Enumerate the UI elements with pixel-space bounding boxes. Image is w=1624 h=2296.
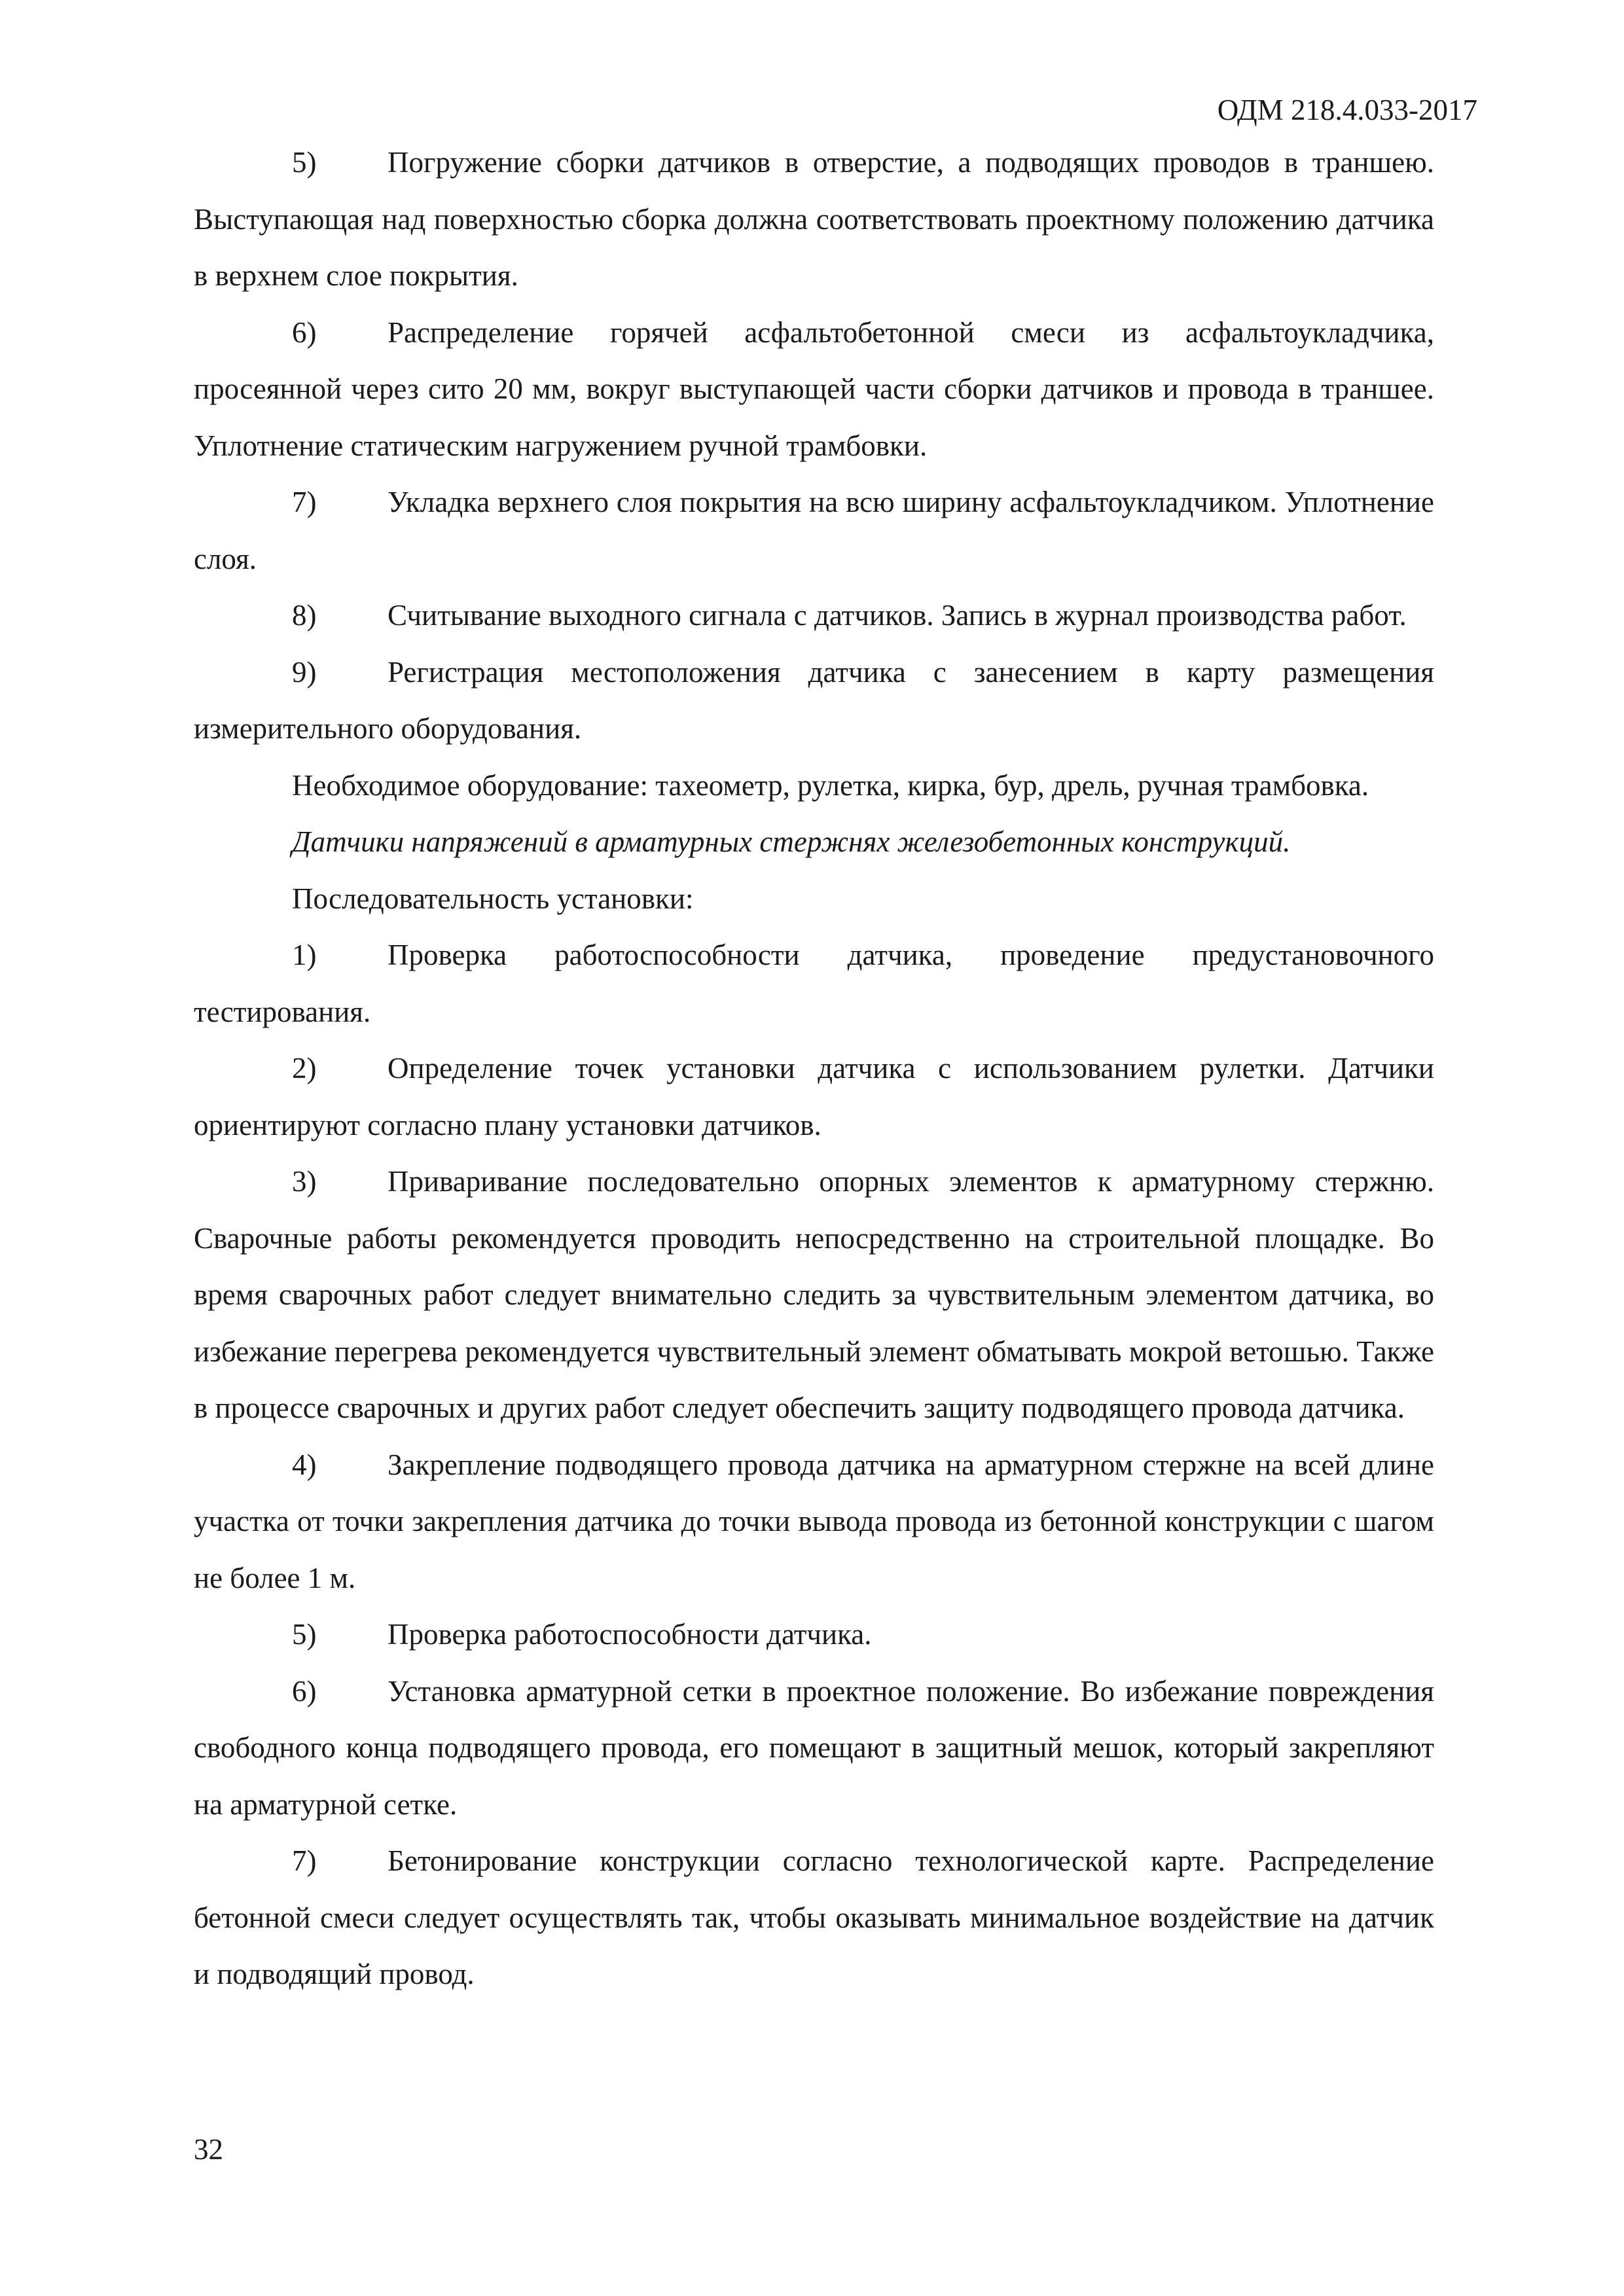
list-item-number: 5) xyxy=(292,1618,317,1651)
list-item xyxy=(194,304,1434,475)
list-item xyxy=(194,134,1434,304)
list-item-text: Считывание выходного сигнала с датчиков. Запись в журнал производства работ. xyxy=(388,599,1407,632)
list-item-number: 6) xyxy=(292,1674,317,1708)
list-item xyxy=(194,1606,1434,1663)
list-item-number: 9) xyxy=(292,655,317,689)
list-item-text: Распределение горячей асфальтобетонной смеси из асфальтоукладчика, просеянной через сито 20 мм, вокруг выступающей части сборки датчиков и провода в траншее. Уплотнение статическим нагружением ручной трамбовки. xyxy=(194,315,1434,462)
list-item-text: Проверка работоспособности датчика, проведение предустановочного тестирования. xyxy=(194,939,1434,1028)
list-item-number: 1) xyxy=(292,939,317,971)
list-item xyxy=(194,1663,1434,1833)
list-item-text: Закрепление подводящего провода датчика на арматурном стержне на всей длине участка от точки закрепления датчика до точки вывода провода из бетонной конструкции с шагом не более 1 м. xyxy=(194,1448,1434,1594)
list-item xyxy=(194,644,1434,757)
list-item xyxy=(194,474,1434,587)
page-content xyxy=(194,134,1434,2003)
list-item xyxy=(194,1040,1434,1153)
list-item-text: Установка арматурной сетки в проектное положение. Во избежание повреждения свободного конца подводящего провода, его помещают в защитный мешок, который закрепляют на арматурной сетке. xyxy=(194,1674,1434,1821)
list-item-text: Регистрация местоположения датчика с занесением в карту размещения измерительного оборудования. xyxy=(194,655,1434,745)
list-item xyxy=(194,1153,1434,1437)
list-item-text: Бетонирование конструкции согласно технологической карте. Распределение бетонной смеси следует осуществлять так, чтобы оказывать минимальное воздействие на датчик и подводящий провод. xyxy=(194,1844,1434,1990)
list-item-text: Укладка верхнего слоя покрытия на всю ширину асфальтоукладчиком. Уплотнение слоя. xyxy=(194,486,1434,575)
list-item-number: 5) xyxy=(292,146,317,179)
list-item-number: 4) xyxy=(292,1448,317,1481)
list-item xyxy=(194,927,1434,1040)
list-item-number: 7) xyxy=(292,1844,317,1877)
list-item-text: Погружение сборки датчиков в отверстие, а подводящих проводов в траншею. Выступающая над поверхностью сборка должна соответствовать проектному положению датчика в верхнем слое покрытия. xyxy=(194,146,1434,292)
list-item xyxy=(194,587,1434,644)
section-heading: Датчики напряжений в арматурных стержнях железобетонных конструкций. xyxy=(292,825,1291,858)
list-item-number: 2) xyxy=(292,1052,317,1085)
list-item-text: Проверка работоспособности датчика. xyxy=(388,1618,872,1651)
list-item-number: 7) xyxy=(292,486,317,518)
list-item-text: Определение точек установки датчика с использованием рулетки. Датчики ориентируют согласно плану установки датчиков. xyxy=(194,1052,1434,1141)
equipment-paragraph: Необходимое оборудование: тахеометр, рулетка, кирка, бур, дрель, ручная трамбовка. xyxy=(292,768,1369,802)
list-item xyxy=(194,1437,1434,1607)
list-item-number: 6) xyxy=(292,315,317,349)
list-item-number: 3) xyxy=(292,1165,317,1198)
list-item-number: 8) xyxy=(292,599,317,632)
list-item-text: Приваривание последовательно опорных элементов к арматурному стержню. Сварочные работы рекомендуется проводить непосредственно на строительной площадке. Во время сварочных работ следует внимательно следить за чувствительным элементом датчика, во избежание перегрева рекомендуется чувствительный элемент обматывать мокрой ветошью. Также в процессе сварочных и других работ следует обеспечить защиту подводящего провода датчика. xyxy=(194,1165,1434,1424)
page-number: 32 xyxy=(194,2133,223,2166)
list-item xyxy=(194,1833,1434,2003)
sequence-label: Последовательность установки: xyxy=(292,882,694,915)
document-code: ОДМ 218.4.033-2017 xyxy=(1217,94,1477,126)
